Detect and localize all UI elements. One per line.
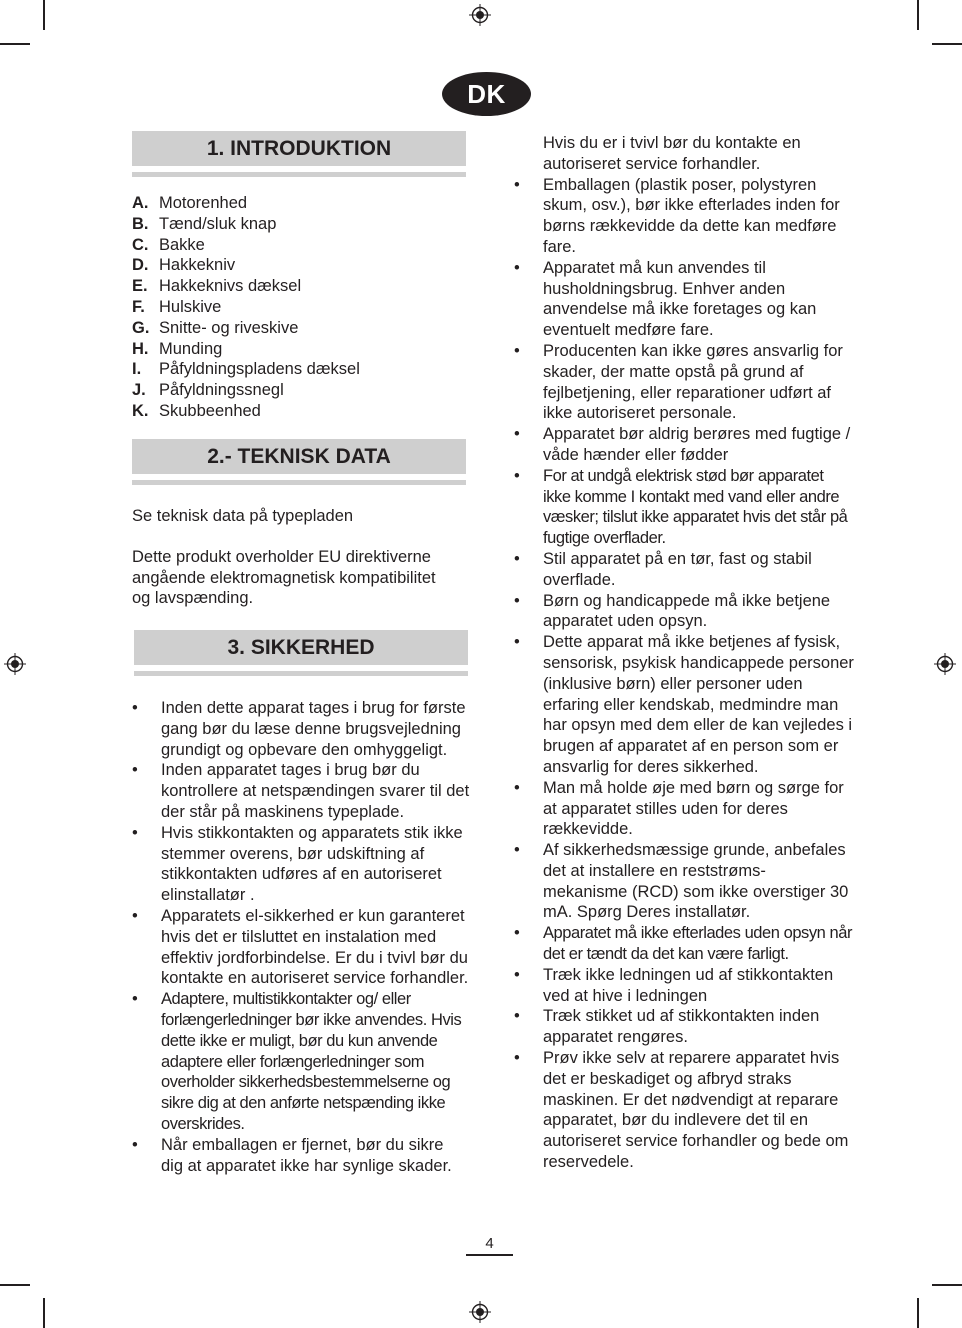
crop-mark xyxy=(917,0,919,30)
heading-rule xyxy=(132,172,466,177)
bullet-icon: • xyxy=(514,341,520,360)
page-number-rule xyxy=(466,1254,513,1256)
safety-list-right xyxy=(514,175,854,1173)
bullet-icon: • xyxy=(514,924,520,943)
bullet-icon: • xyxy=(514,466,520,485)
safety-list-text: Apparatet bør aldrig berøres med fugtige / våde hænder eller fødder xyxy=(543,425,851,464)
parts-list-label: Snitte- og riveskive xyxy=(159,318,299,337)
crop-mark xyxy=(0,1284,30,1286)
bullet-icon: • xyxy=(514,425,520,444)
safety-list-item xyxy=(514,341,854,424)
parts-list-item xyxy=(132,214,466,235)
safety-list-text: Apparatet må ikke efterlades uden opsyn når det er tændt da det kan være farligt. xyxy=(543,924,853,964)
heading-rule xyxy=(132,480,466,485)
safety-list-text: Apparatets el-sikkerhed er kun garanteret hvis det er tilsluttet en instalation med effektiv jordforbindelse. Er du i tvivl bør du kontakte en autoriseret service forhandler. xyxy=(161,906,469,988)
bullet-icon: • xyxy=(514,1007,520,1026)
registration-mark-icon xyxy=(469,4,491,26)
bullet-icon: • xyxy=(132,990,138,1009)
safety-list-item xyxy=(514,591,854,633)
parts-list-letter: D. xyxy=(132,256,149,275)
parts-list-item xyxy=(132,359,466,380)
eu-directive-paragraph: Dette produkt overholder EU direktiverne angående elektromagnetisk kompatibilitet og lavspænding. xyxy=(132,547,436,608)
safety-list-item xyxy=(514,258,854,341)
safety-list-text: Adaptere, multistikkontakter og/ eller forlængerledninger bør ikke anvendes. Hvis dette ikke er muligt, bør du kun anvende adaptere eller forlængerledninger som overholder sikkerhedsbestemmelserne og sikre dig at den anførte netspænding ikke overskrides. xyxy=(161,990,462,1133)
safety-list-text: Når emballagen er fjernet, bør du sikre dig at apparatet ikke har synlige skader. xyxy=(161,1135,452,1175)
safety-list-text: Børn og handicappede må ikke betjene apparatet uden opsyn. xyxy=(543,591,831,631)
parts-list-letter: E. xyxy=(132,277,148,296)
crop-mark xyxy=(917,1298,919,1328)
bullet-icon: • xyxy=(132,761,138,780)
safety-list-item xyxy=(132,823,470,906)
safety-list-text: Man må holde øje med børn og sørge for at apparatet stilles uden for deres rækkevidde. xyxy=(543,778,844,839)
safety-list-text: Apparatet må kun anvendes til husholdningsbrug. Enhver anden anvendelse må ikke foretages og kan eventuelt medføre fare. xyxy=(543,258,817,340)
safety-list-text: Inden dette apparat tages i brug for første gang bør du læse denne brugsvejledning grundigt og opbevare den omhyggeligt. xyxy=(161,699,466,759)
parts-list-label: Motorenhed xyxy=(159,194,248,212)
parts-list-item xyxy=(132,297,466,318)
bullet-icon: • xyxy=(514,841,520,860)
safety-list-text: Hvis stikkontakten og apparatets stik ikke stemmer overens, bør udskiftning af stikkontakten udføres af en autoriseret elinstallatør . xyxy=(161,823,463,905)
safety-list-text: Stil apparatet på en tør, fast og stabil overflade. xyxy=(543,549,812,589)
safety-list-item xyxy=(514,840,854,923)
safety-list-item xyxy=(132,1135,470,1177)
safety-list-item xyxy=(514,778,854,840)
parts-list-item xyxy=(132,235,466,256)
safety-list-item xyxy=(132,698,470,760)
safety-list-item xyxy=(132,989,470,1135)
safety-list-item xyxy=(514,175,854,258)
safety-list-text: Træk stikket ud af stikkontakten inden apparatet rengøres. xyxy=(543,1007,820,1047)
tech-data-paragraph: Se teknisk data på typepladen xyxy=(132,507,354,525)
parts-list-letter: K. xyxy=(132,401,149,420)
parts-list-item xyxy=(132,401,466,422)
safety-list-text: Prøv ikke selv at reparere apparatet hvis det er beskadiget og afbryd straks maskinen. Er det nødvendigt at reparare apparatet, bør du indlevere det til en autoriseret service forhandler og bede om reservedele. xyxy=(543,1049,849,1172)
page-number: 4 xyxy=(485,1235,494,1252)
section-heading: 2.- TEKNISK DATA xyxy=(132,439,466,474)
safety-list-text: For at undgå elektrisk stød bør apparatet ikke komme I kontakt med vand eller andre væsker; tilslut ikke apparatet hvis det står på fugtige overflader. xyxy=(543,466,848,548)
parts-list-item xyxy=(132,276,466,297)
safety-list-text: Producenten kan ikke gøres ansvarlig for skader, der matte opstå på grund af fejlbetjening, eller reparationer udført af ikke autoriseret personale. xyxy=(543,341,843,423)
safety-list-item xyxy=(514,424,854,466)
crop-mark xyxy=(43,1298,45,1328)
bullet-icon: • xyxy=(132,823,138,842)
parts-list-item xyxy=(132,318,466,339)
safety-list-text: Dette apparat må ikke betjenes af fysisk, sensorisk, psykisk handicappede personer (inklusive børn) eller personer uden erfaring eller kendskab, medmindre man har opsyn med dem eller de kan vejledes i brugen af apparatet af en person som er ansvarlig for deres sikkerhed. xyxy=(543,633,854,776)
parts-list-letter: F. xyxy=(132,297,145,316)
safety-list-item xyxy=(514,1048,854,1173)
parts-list xyxy=(132,193,466,422)
registration-mark-icon xyxy=(4,653,26,675)
safety-list-item xyxy=(514,923,854,965)
crop-mark xyxy=(932,43,962,45)
safety-list-item xyxy=(514,549,854,591)
language-badge: DK xyxy=(442,72,531,116)
parts-list-letter: G. xyxy=(132,318,150,337)
registration-mark-icon xyxy=(469,1301,491,1323)
parts-list-item xyxy=(132,255,466,276)
heading-rule xyxy=(134,671,468,676)
safety-list-item xyxy=(514,965,854,1007)
parts-list-label: Munding xyxy=(159,339,223,358)
parts-list-item xyxy=(132,193,466,214)
parts-list-letter: H. xyxy=(132,339,149,358)
crop-mark xyxy=(43,0,45,30)
parts-list-label: Påfyldningssnegl xyxy=(159,381,284,400)
safety-list-item xyxy=(514,632,854,778)
parts-list-label: Hakkeknivs dæksel xyxy=(159,277,302,296)
bullet-icon: • xyxy=(132,699,138,717)
safety-list-item xyxy=(132,906,470,989)
safety-list-text: Inden apparatet tages i brug bør du kontrollere at netspændingen svarer til det der står på maskinens typeplade. xyxy=(161,761,470,821)
section-heading: 3. SIKKERHED xyxy=(134,630,468,665)
parts-list-letter: I. xyxy=(132,360,142,379)
safety-list-left xyxy=(132,698,470,1176)
parts-list-letter: B. xyxy=(132,214,149,233)
bullet-icon: • xyxy=(514,549,520,568)
bullet-icon: • xyxy=(132,1135,138,1154)
safety-list-text: Af sikkerhedsmæssige grunde, anbefales det at installere en reststrøms- mekanisme (RCD) som ikke overstiger 30 mA. Spørg Deres installatør. xyxy=(543,841,849,922)
parts-list-label: Hulskive xyxy=(159,297,222,316)
parts-list-label: Skubbeenhed xyxy=(159,401,261,420)
bullet-icon: • xyxy=(514,175,520,194)
crop-mark xyxy=(0,43,30,45)
section-heading: 1. INTRODUKTION xyxy=(132,131,466,166)
parts-list-label: Hakkekniv xyxy=(159,256,236,275)
bullet-icon: • xyxy=(514,633,520,652)
bullet-icon: • xyxy=(514,258,520,277)
safety-list-item xyxy=(514,466,854,549)
safety-list-text: Træk ikke ledningen ud af stikkontakten ved at hive i ledningen xyxy=(543,965,834,1005)
parts-list-label: Tænd/sluk knap xyxy=(159,214,277,233)
section-sikkerhed xyxy=(132,630,468,1176)
bullet-icon: • xyxy=(132,906,138,925)
parts-list-letter: J. xyxy=(132,381,146,400)
bullet-icon: • xyxy=(514,778,520,797)
section-introduktion xyxy=(132,131,466,422)
bullet-icon: • xyxy=(514,1049,520,1068)
crop-mark xyxy=(932,1284,962,1286)
parts-list-letter: C. xyxy=(132,235,149,254)
registration-mark-icon xyxy=(934,653,956,675)
bullet-icon: • xyxy=(514,965,520,984)
right-column xyxy=(514,133,854,1173)
bullet-icon: • xyxy=(514,591,520,610)
left-column xyxy=(132,131,466,422)
parts-list-label: Påfyldningspladens dæksel xyxy=(159,360,360,379)
parts-list-item xyxy=(132,339,466,360)
safety-list-item xyxy=(514,1006,854,1048)
parts-list-letter: A. xyxy=(132,194,149,212)
continuation-text: Hvis du er i tvivl bør du kontakte en autoriseret service forhandler. xyxy=(543,134,801,173)
parts-list-item xyxy=(132,380,466,401)
parts-list-label: Bakke xyxy=(159,235,205,254)
safety-list-item xyxy=(132,760,470,822)
section-teknisk-data xyxy=(132,439,466,609)
safety-list-text: Emballagen (plastik poser, polystyren skum, osv.), bør ikke efterlades inden for børns rækkevidde da dette kan medføre fare. xyxy=(543,175,840,256)
